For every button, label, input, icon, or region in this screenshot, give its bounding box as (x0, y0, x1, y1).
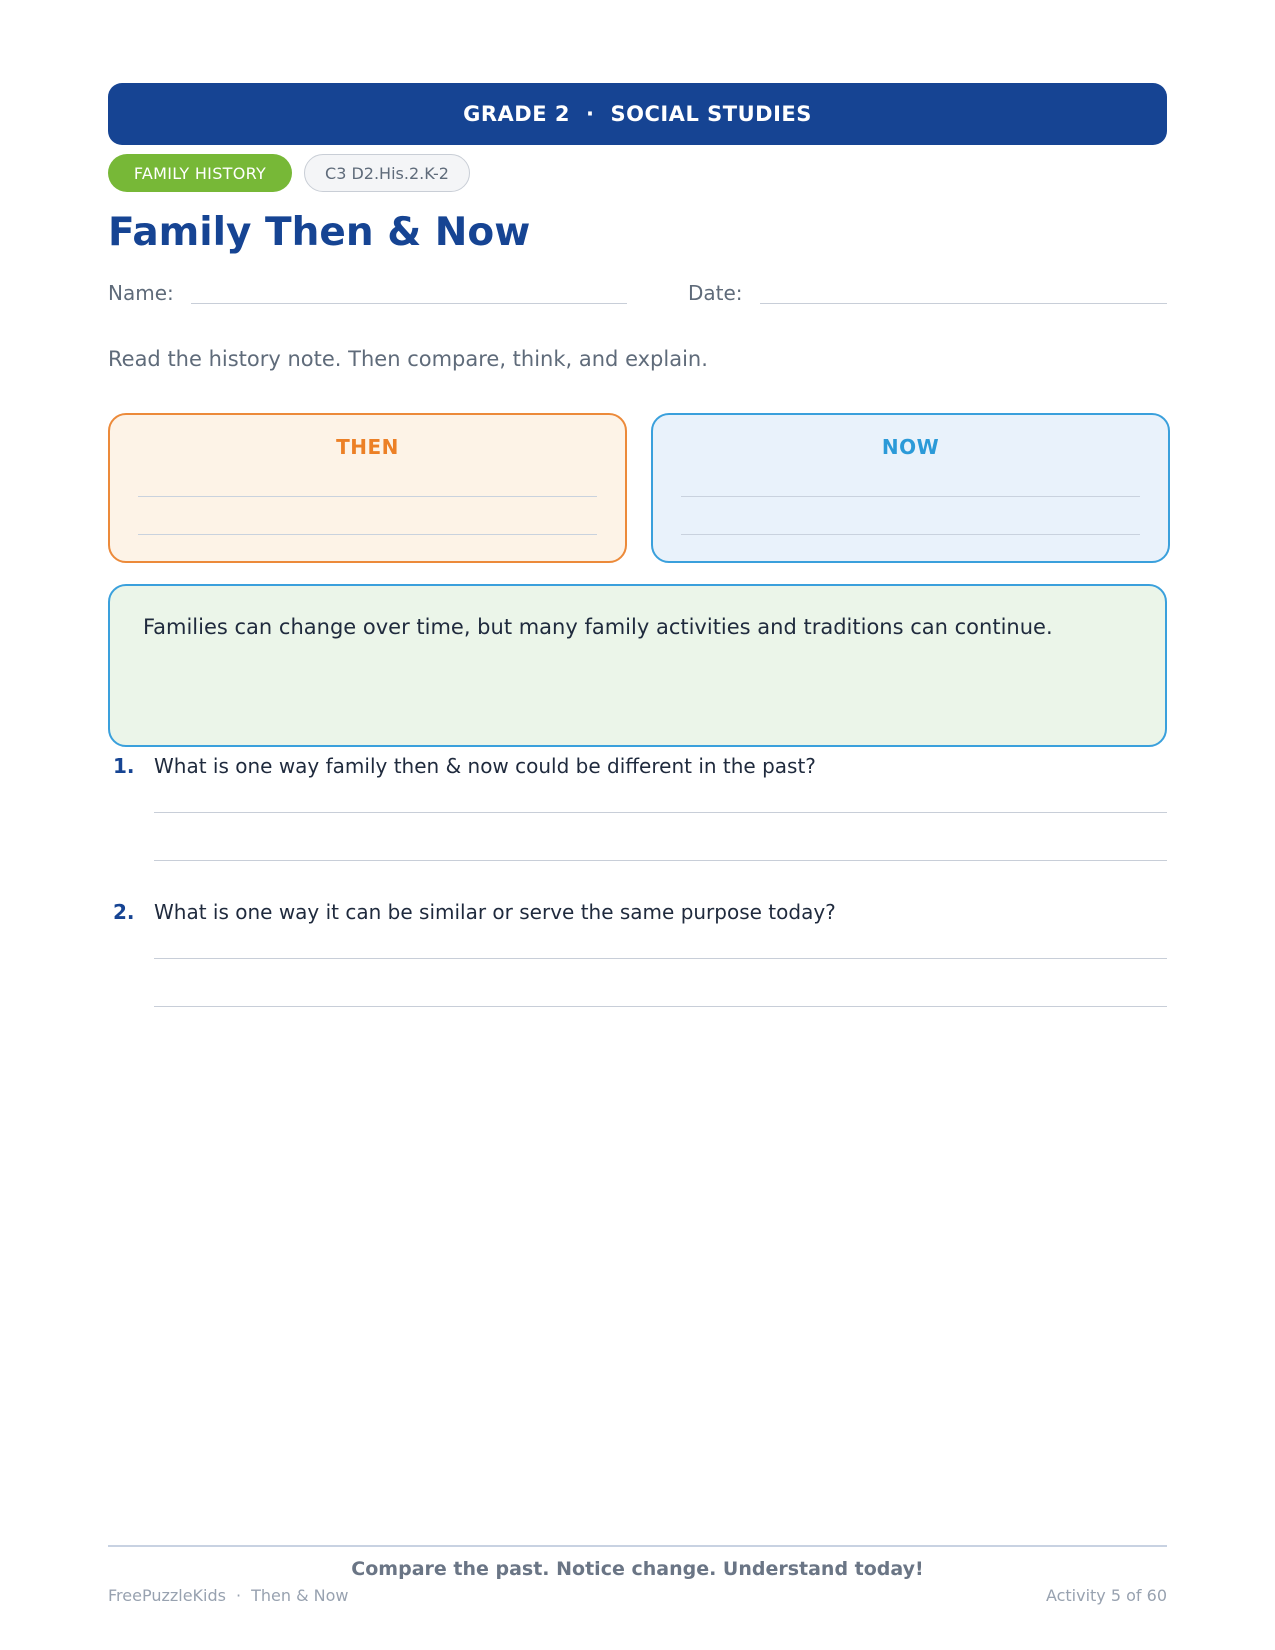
date-label: Date: (688, 281, 743, 305)
name-label: Name: (108, 281, 174, 305)
now-box (651, 413, 1170, 563)
question-1-answer-line-2[interactable] (154, 860, 1167, 861)
now-answer-line-1[interactable] (681, 496, 1140, 497)
then-answer-line-2[interactable] (138, 534, 597, 535)
topic-tag: FAMILY HISTORY (108, 154, 292, 192)
standard-tag: C3 D2.His.2.K-2 (304, 154, 470, 192)
question-1-answer-line-1[interactable] (154, 812, 1167, 813)
date-field[interactable] (760, 303, 1167, 304)
question-1-text: What is one way family then & now could be different in the past? (154, 754, 816, 778)
footer-activity-count: Activity 5 of 60 (1045, 1586, 1167, 1605)
question-2-number: 2. (113, 900, 135, 924)
footer-separator: · (235, 1586, 242, 1605)
subject-label: SOCIAL STUDIES (610, 102, 812, 126)
history-note-box (108, 584, 1167, 747)
then-answer-line-1[interactable] (138, 496, 597, 497)
question-2-answer-line-2[interactable] (154, 1006, 1167, 1007)
footer-divider (108, 1545, 1167, 1547)
now-answer-line-2[interactable] (681, 534, 1140, 535)
header-separator: · (586, 102, 595, 126)
grade-label: GRADE 2 (463, 102, 570, 126)
question-2-answer-line-1[interactable] (154, 958, 1167, 959)
question-1-number: 1. (113, 754, 135, 778)
footer-brand: FreePuzzleKids (108, 1586, 226, 1605)
instructions-text: Read the history note. Then compare, think, and explain. (108, 347, 708, 371)
footer-motto: Compare the past. Notice change. Understand today! (351, 1558, 924, 1580)
header-banner (108, 83, 1167, 145)
page-title: Family Then & Now (108, 210, 531, 255)
question-2-text: What is one way it can be similar or serve the same purpose today? (154, 900, 836, 924)
name-field[interactable] (191, 303, 627, 304)
history-note-text: Families can change over time, but many family activities and traditions can continue. (143, 615, 1053, 639)
footer-series: Then & Now (251, 1586, 349, 1605)
then-box (108, 413, 627, 563)
then-heading: THEN (336, 435, 399, 459)
now-heading: NOW (881, 435, 940, 459)
footer-credit (108, 1584, 348, 1608)
